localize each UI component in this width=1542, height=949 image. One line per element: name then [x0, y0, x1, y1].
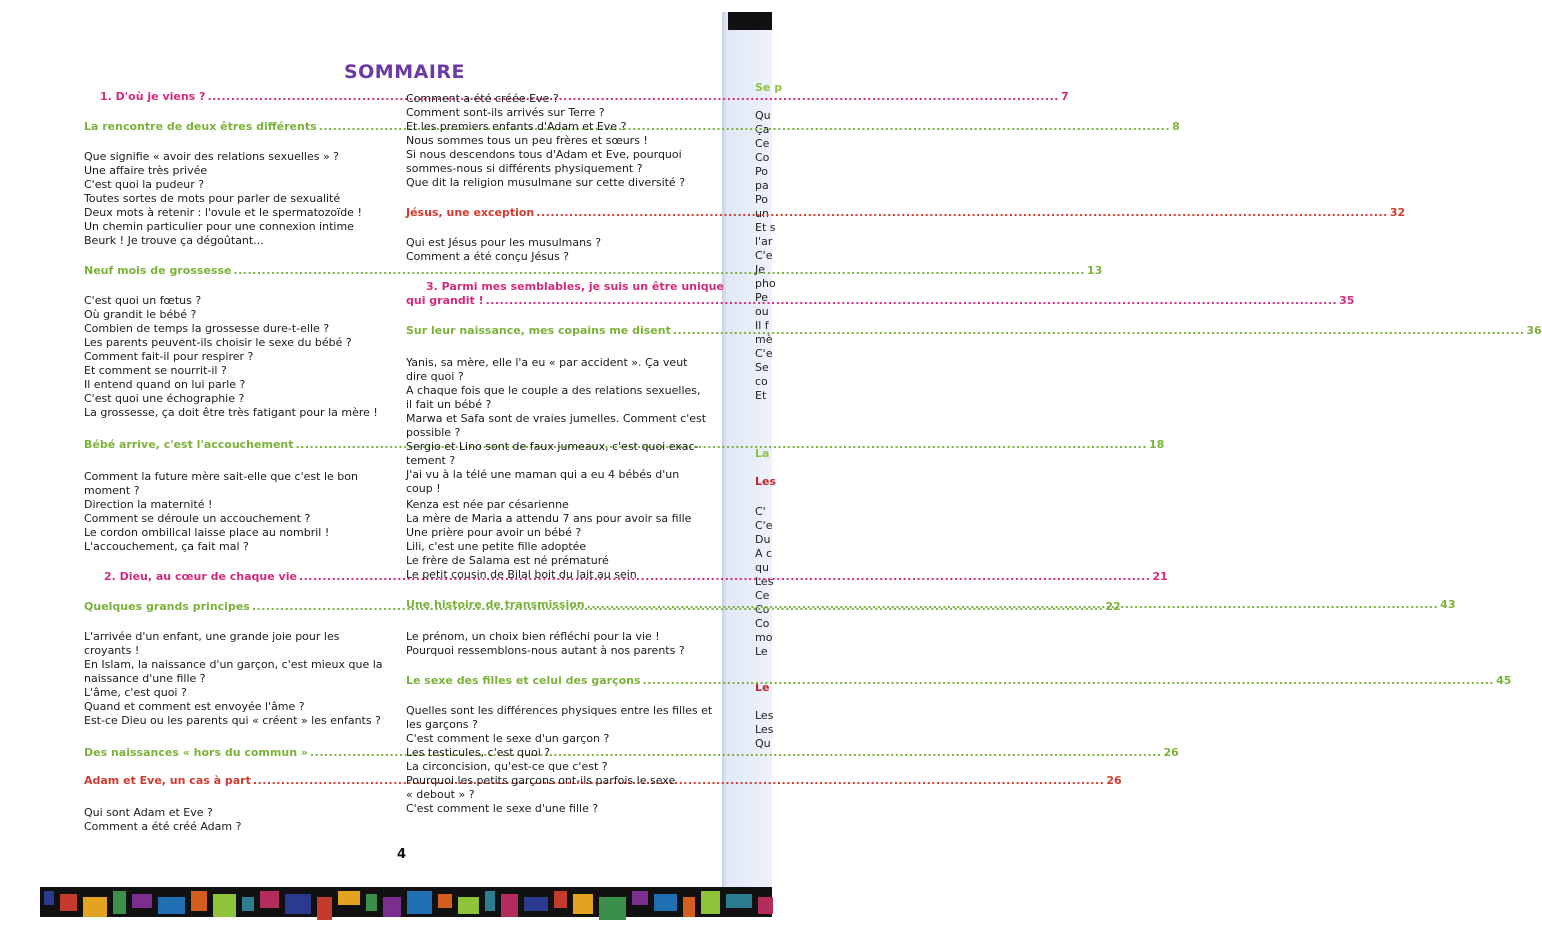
- adjacent-page-text-fragment: mè: [755, 333, 773, 346]
- toc-subtopic: possible ?: [406, 426, 461, 439]
- toc-subtopic: En Islam, la naissance d'un garçon, c'est mieux que la: [84, 658, 383, 671]
- bottom-decorative-strip: [40, 887, 772, 917]
- toc-subtopic: « debout » ?: [406, 788, 475, 801]
- toc-entry-page: 36: [1526, 324, 1542, 337]
- toc-subtopic: Une affaire très privée: [84, 164, 208, 177]
- toc-entry-label: 1. D'où je viens ?: [100, 90, 206, 103]
- toc-subtopic: L'arrivée d'un enfant, une grande joie pour les: [84, 630, 340, 643]
- strip-tile: [158, 897, 185, 914]
- adjacent-page-text-fragment: qu: [755, 561, 769, 574]
- toc-subtopic: C'est comment le sexe d'un garçon ?: [406, 732, 610, 745]
- toc-subtopic: Combien de temps la grossesse dure-t-elle ?: [84, 322, 330, 335]
- toc-entry-label: qui grandit !: [406, 294, 484, 307]
- strip-tile: [242, 897, 254, 911]
- toc-entry-page: 7: [1060, 90, 1069, 103]
- adjacent-page-text-fragment: Le: [755, 645, 768, 658]
- adjacent-page-text-fragment: Co: [755, 603, 770, 616]
- page-edge-top-bar: [722, 12, 772, 30]
- adjacent-page-text-fragment: C'e: [755, 249, 773, 262]
- adjacent-page-text-fragment: Qu: [755, 737, 771, 750]
- toc-leader-dots: [233, 264, 1085, 277]
- strip-tile: [654, 894, 677, 911]
- toc-entry-page: 32: [1389, 206, 1406, 219]
- strip-tile: [60, 894, 77, 911]
- toc-subtopic: Nous sommes tous un peu frères et sœurs !: [406, 134, 648, 147]
- adjacent-page-text-fragment: C'e: [755, 519, 773, 532]
- toc-leader-dots: [486, 291, 1338, 307]
- toc-subtopic: dire quoi ?: [406, 370, 464, 383]
- adjacent-page-text-fragment: Les: [755, 475, 777, 488]
- adjacent-page-text-fragment: Se p: [755, 81, 783, 94]
- toc-entry-page: 35: [1339, 294, 1355, 307]
- toc-entry-label: Sur leur naissance, mes copains me disent: [406, 324, 671, 337]
- toc-subtopic: Lili, c'est une petite fille adoptée: [406, 540, 587, 553]
- strip-tile: [113, 891, 126, 914]
- toc-entry-page: 26: [1163, 746, 1179, 759]
- strip-tile: [438, 894, 452, 908]
- strip-tile: [758, 897, 773, 914]
- toc-subtopic: Yanis, sa mère, elle l'a eu « par accident ». Ça veut: [406, 356, 688, 369]
- adjacent-page-text-fragment: Co: [755, 151, 770, 164]
- toc-entry-label: Bébé arrive, c'est l'accouchement: [84, 438, 294, 451]
- toc-entry-label: Le sexe des filles et celui des garçons: [406, 674, 641, 687]
- toc-subtopic: Si nous descendons tous d'Adam et Eve, pourquoi: [406, 148, 682, 161]
- toc-subtopic: Le prénom, un choix bien réfléchi pour la vie !: [406, 630, 660, 643]
- toc-subtopic: Deux mots à retenir : l'ovule et le spermatozoïde !: [84, 206, 362, 219]
- toc-subtopic: Les testicules, c'est quoi ?: [406, 746, 551, 759]
- page-number: 4: [397, 847, 407, 862]
- toc-entry-page: 26: [1106, 774, 1122, 787]
- strip-tile: [260, 891, 279, 908]
- toc-subtopic: Pourquoi ressemblons-nous autant à nos parents ?: [406, 644, 685, 657]
- toc-subtopic: croyants !: [84, 644, 140, 657]
- toc-subtopic: tement ?: [406, 454, 456, 467]
- toc-subtopic: Le cordon ombilical laisse place au nombril !: [84, 526, 330, 539]
- toc-subtopic: Comment a été créé Adam ?: [84, 820, 242, 833]
- toc-subtopic: moment ?: [84, 484, 140, 497]
- toc-subtopic: Une prière pour avoir un bébé ?: [406, 526, 582, 539]
- toc-subtopic: Que signifie « avoir des relations sexuelles » ?: [84, 150, 340, 163]
- adjacent-page-text-fragment: pho: [755, 277, 776, 290]
- toc-entry-label: Quelques grands principes: [84, 600, 250, 613]
- toc-subtopic: L'accouchement, ça fait mal ?: [84, 540, 249, 553]
- toc-subtopic: les garçons ?: [406, 718, 478, 731]
- adjacent-page-text-fragment: Po: [755, 193, 768, 206]
- toc-subtopic: Direction la maternité !: [84, 498, 213, 511]
- strip-tile: [599, 897, 626, 920]
- adjacent-page-text-fragment: ou: [755, 305, 769, 318]
- toc-subtopic: Kenza est née par césarienne: [406, 498, 569, 511]
- toc-subtopic: 3. Parmi mes semblables, je suis un être unique: [426, 280, 724, 293]
- strip-tile: [501, 894, 518, 917]
- toc-subtopic: Quelles sont les différences physiques entre les filles et: [406, 704, 713, 717]
- toc-leader-dots: [207, 90, 1059, 103]
- strip-tile: [338, 891, 360, 905]
- adjacent-page-text-fragment: Les: [755, 723, 774, 736]
- toc-subtopic: A chaque fois que le couple a des relations sexuelles,: [406, 384, 701, 397]
- toc-subtopic: La grossesse, ça doit être très fatigant pour la mère !: [84, 406, 378, 419]
- toc-entry-page: 43: [1440, 598, 1456, 611]
- adjacent-page-text-fragment: Il f: [755, 319, 769, 332]
- toc-subtopic: sommes-nous si différents physiquement ?: [406, 162, 643, 175]
- adjacent-page-text-fragment: Ce: [755, 589, 770, 602]
- strip-tile: [726, 894, 752, 908]
- adjacent-page-text-fragment: A c: [755, 547, 773, 560]
- adjacent-page-text-fragment: Pe: [755, 291, 769, 304]
- toc-subtopic: Comment la future mère sait-elle que c'est le bon: [84, 470, 358, 483]
- strip-tile: [44, 891, 54, 905]
- strip-tile: [213, 894, 236, 917]
- adjacent-page-text-fragment: mo: [755, 631, 773, 644]
- toc-subtopic: Où grandit le bébé ?: [84, 308, 197, 321]
- adjacent-page-text-fragment: co: [755, 375, 768, 388]
- toc-entry: [406, 674, 1512, 687]
- adjacent-page-text-fragment: un: [755, 207, 769, 220]
- strip-tile: [132, 894, 152, 908]
- toc-subtopic: Pourquoi les petits garçons ont-ils parfois le sexe: [406, 774, 676, 787]
- adjacent-page-text-fragment: Le: [755, 681, 770, 694]
- toc-entry-label: Jésus, une exception: [406, 206, 535, 219]
- strip-tile: [285, 894, 311, 914]
- toc-entry-page: 13: [1086, 264, 1103, 277]
- strip-tile: [366, 894, 377, 911]
- adjacent-page-text-fragment: Se: [755, 361, 769, 374]
- toc-subtopic: Qui est Jésus pour les musulmans ?: [406, 236, 602, 249]
- adjacent-page-text-fragment: Qu: [755, 109, 771, 122]
- toc-subtopic: Quand et comment est envoyée l'âme ?: [84, 700, 305, 713]
- strip-tile: [485, 891, 495, 911]
- toc-subtopic: Un chemin particulier pour une connexion intime: [84, 220, 354, 233]
- toc-entry-label: Une histoire de transmission: [406, 598, 585, 611]
- toc-subtopic: J'ai vu à la télé une maman qui a eu 4 bébés d'un: [406, 468, 680, 481]
- adjacent-page-text-fragment: Et s: [755, 221, 776, 234]
- toc-subtopic: Et les premiers enfants d'Adam et Eve ?: [406, 120, 627, 133]
- toc-subtopic: il fait un bébé ?: [406, 398, 492, 411]
- toc-leader-dots: [536, 206, 1388, 219]
- toc-subtopic: Sergio et Lino sont de faux jumeaux, c'est quoi exac-: [406, 440, 699, 453]
- strip-tile: [524, 897, 548, 911]
- toc-subtopic: Comment sont-ils arrivés sur Terre ?: [406, 106, 605, 119]
- adjacent-page-text-fragment: pa: [755, 179, 769, 192]
- toc-entry: [406, 206, 1406, 219]
- strip-tile: [458, 897, 479, 914]
- toc-entry-label: Des naissances « hors du commun »: [84, 746, 308, 759]
- toc-subtopic: C'est comment le sexe d'une fille ?: [406, 802, 599, 815]
- adjacent-page-text-fragment: Ce: [755, 137, 770, 150]
- strip-tile: [191, 891, 207, 911]
- page-title: SOMMAIRE: [343, 61, 466, 83]
- adjacent-page-text-fragment: Et: [755, 389, 767, 402]
- toc-entry-page: 21: [1152, 570, 1168, 583]
- toc-subtopic: Il entend quand on lui parle ?: [84, 378, 246, 391]
- strip-tile: [632, 891, 648, 905]
- toc-entry-label: Neuf mois de grossesse: [84, 264, 232, 277]
- adjacent-page-text-fragment: C': [755, 505, 766, 518]
- strip-tile: [317, 897, 332, 920]
- toc-leader-dots: [643, 674, 1495, 687]
- toc-subtopic: Toutes sortes de mots pour parler de sexualité: [84, 192, 341, 205]
- toc-subtopic: C'est quoi la pudeur ?: [84, 178, 205, 191]
- toc-entry-page: 22: [1105, 600, 1121, 613]
- toc-leader-dots: [673, 324, 1525, 337]
- adjacent-page-text-fragment: Co: [755, 617, 770, 630]
- strip-tile: [701, 891, 720, 914]
- toc-subtopic: Et comment se nourrit-il ?: [84, 364, 227, 377]
- toc-subtopic: Comment a été créée Eve ?: [406, 92, 559, 105]
- adjacent-page-text-fragment: Les: [755, 709, 774, 722]
- toc-subtopic: Le petit cousin de Bilal boit du lait au sein: [406, 568, 637, 581]
- toc-subtopic: Marwa et Safa sont de vraies jumelles. Comment c'est: [406, 412, 707, 425]
- toc-subtopic: La mère de Maria a attendu 7 ans pour avoir sa fille: [406, 512, 692, 525]
- toc-entry-page: 18: [1149, 438, 1165, 451]
- toc-entry-page: 8: [1172, 120, 1180, 133]
- adjacent-page-text-fragment: Du: [755, 533, 771, 546]
- toc-subtopic: Comment fait-il pour respirer ?: [84, 350, 254, 363]
- adjacent-page-text-fragment: l'ar: [755, 235, 773, 248]
- adjacent-page-text-fragment: Les: [755, 575, 774, 588]
- toc-subtopic: La circoncision, qu'est-ce que c'est ?: [406, 760, 608, 773]
- toc-subtopic: Que dit la religion musulmane sur cette diversité ?: [406, 176, 686, 189]
- toc-subtopic: Comment se déroule un accouchement ?: [84, 512, 311, 525]
- adjacent-page-text-fragment: La: [755, 447, 770, 460]
- strip-tile: [554, 891, 567, 908]
- toc-subtopic: coup !: [406, 482, 441, 495]
- toc-subtopic: Les parents peuvent-ils choisir le sexe du bébé ?: [84, 336, 352, 349]
- toc-subtopic: C'est quoi un fœtus ?: [84, 294, 202, 307]
- adjacent-page-text-fragment: Je: [755, 263, 766, 276]
- adjacent-page-text-fragment: Ça: [755, 123, 770, 136]
- adjacent-page-text-fragment: C'e: [755, 347, 773, 360]
- toc-subtopic: Beurk ! Je trouve ça dégoûtant...: [84, 234, 264, 247]
- strip-tile: [683, 897, 695, 917]
- strip-tile: [407, 891, 432, 914]
- toc-subtopic: L'âme, c'est quoi ?: [84, 686, 187, 699]
- toc-leader-dots: [587, 598, 1439, 611]
- toc-subtopic: Qui sont Adam et Eve ?: [84, 806, 213, 819]
- toc-subtopic: Est-ce Dieu ou les parents qui « créent » les enfants ?: [84, 714, 381, 727]
- toc-entry-label: La rencontre de deux êtres différents: [84, 120, 317, 133]
- toc-subtopic: Le frère de Salama est né prématuré: [406, 554, 609, 567]
- strip-tile: [573, 894, 593, 914]
- toc-subtopic: C'est quoi une échographie ?: [84, 392, 245, 405]
- strip-tile: [383, 897, 401, 917]
- toc-subtopic: Comment a été conçu Jésus ?: [406, 250, 570, 263]
- toc-entry-page: 45: [1496, 674, 1512, 687]
- strip-tile: [83, 897, 107, 917]
- adjacent-page-text-fragment: Po: [755, 165, 768, 178]
- toc-subtopic: naissance d'une fille ?: [84, 672, 206, 685]
- toc-entry-label: 2. Dieu, au cœur de chaque vie: [104, 570, 297, 583]
- toc-leader-dots: [253, 774, 1105, 787]
- toc-entry-label: Adam et Eve, un cas à part: [84, 774, 251, 787]
